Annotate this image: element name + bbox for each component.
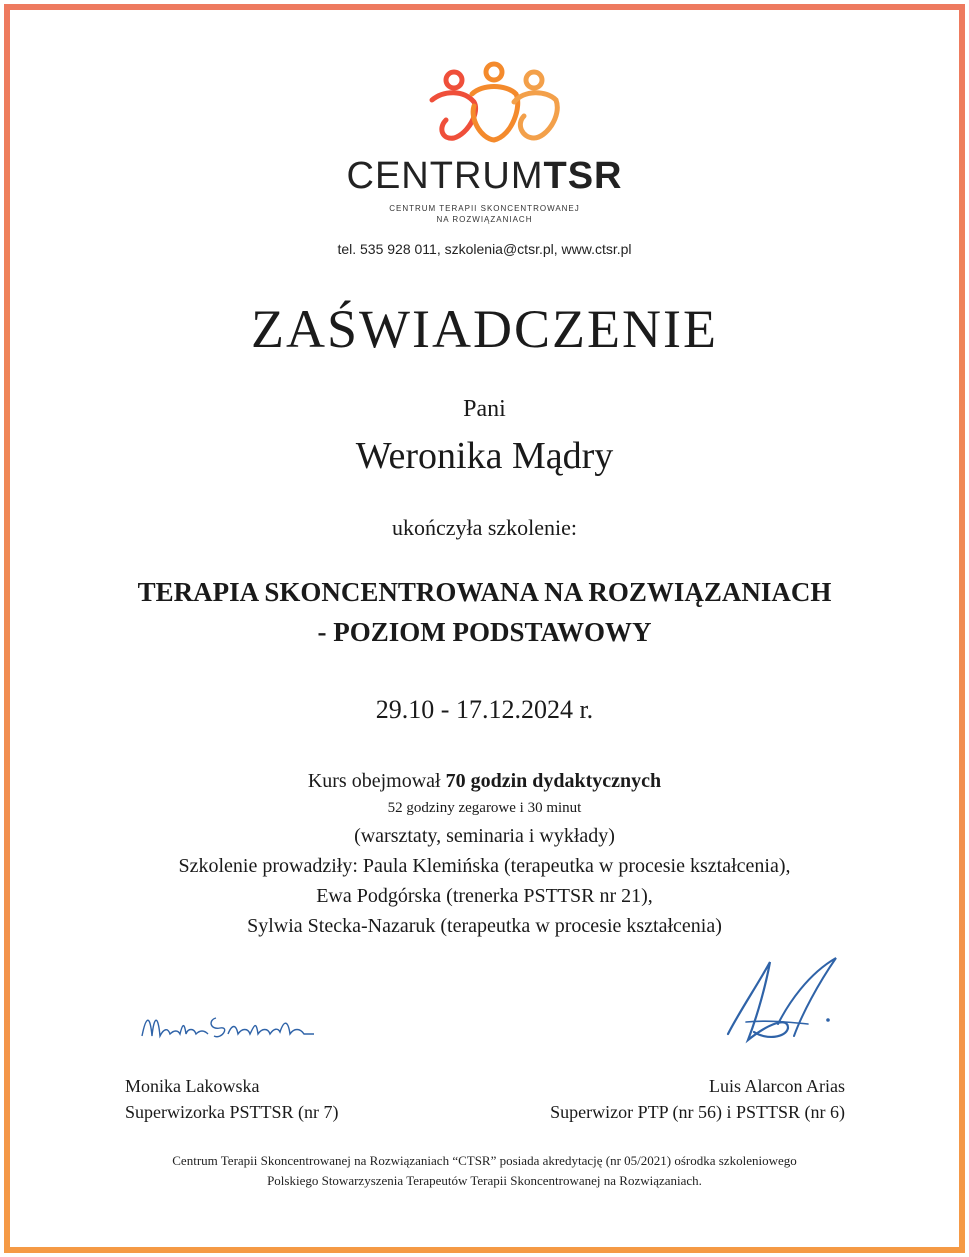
trainers-line-2: Ewa Podgórska (trenerka PSTTSR nr 21),: [316, 885, 653, 907]
completed-text: ukończyła szkolenie:: [391, 515, 578, 540]
footer-line-2: Polskiego Stowarzyszenia Terapeutów Terapii Skoncentrowanej na Rozwiązaniach.: [267, 1173, 702, 1188]
right-signer-role: Superwizor PTP (nr 56) i PSTTSR (nr 6): [550, 1102, 845, 1122]
certificate-page: [10, 10, 959, 1247]
course-dates: 29.10 - 17.12.2024 r.: [375, 695, 594, 724]
clock-hours: 52 godziny zegarowe i 30 minut: [387, 800, 582, 816]
brand-subtitle: [10, 203, 959, 225]
contact-info: tel. 535 928 011, szkolenia@ctsr.pl, www.ctsr.pl: [337, 241, 632, 257]
course-title: [10, 572, 959, 652]
course-kind: (warsztaty, seminaria i wykłady): [354, 825, 615, 847]
recipient-name: Weronika Mądry: [355, 435, 614, 477]
salutation: Pani: [463, 396, 506, 422]
left-signature: [138, 1006, 318, 1046]
left-signer-name: Monika Lakowska: [125, 1076, 260, 1096]
certificate-border: [4, 4, 965, 1253]
left-signer: [125, 1073, 338, 1125]
course-hours: Kurs obejmował 70 godzin dydaktycznych: [307, 770, 662, 792]
brand-subtitle-line-1: CENTRUM TERAPII SKONCENTROWANEJ: [389, 204, 580, 213]
footer-line-1: Centrum Terapii Skoncentrowanej na Rozwiązaniach “CTSR” posiada akredytację (nr 05/2021) ośrodka szkoleniowego: [172, 1153, 797, 1168]
right-signature: [718, 954, 848, 1049]
right-signer-name: Luis Alarcon Arias: [709, 1076, 845, 1096]
right-signer: [550, 1073, 845, 1125]
trainers-line-3: Sylwia Stecka-Nazaruk (terapeutka w procesie kształcenia): [247, 915, 722, 937]
brand-name: CENTRUMTSR: [346, 155, 623, 197]
certificate-title: ZAŚWIADCZENIE: [251, 299, 718, 359]
trainers-line-1: Szkolenie prowadziły: Paula Klemińska (terapeutka w procesie kształcenia),: [178, 855, 791, 877]
three-people-logo-icon: [424, 58, 564, 148]
brand-subtitle-line-2: NA ROZWIĄZANIACH: [436, 215, 533, 224]
left-signer-role: Superwizorka PSTTSR (nr 7): [125, 1102, 339, 1122]
accreditation-footer: [10, 1151, 959, 1191]
course-title-line-2: - POZIOM PODSTAWOWY: [317, 617, 652, 647]
course-title-line-1: TERAPIA SKONCENTROWANA NA ROZWIĄZANIACH: [137, 577, 832, 607]
